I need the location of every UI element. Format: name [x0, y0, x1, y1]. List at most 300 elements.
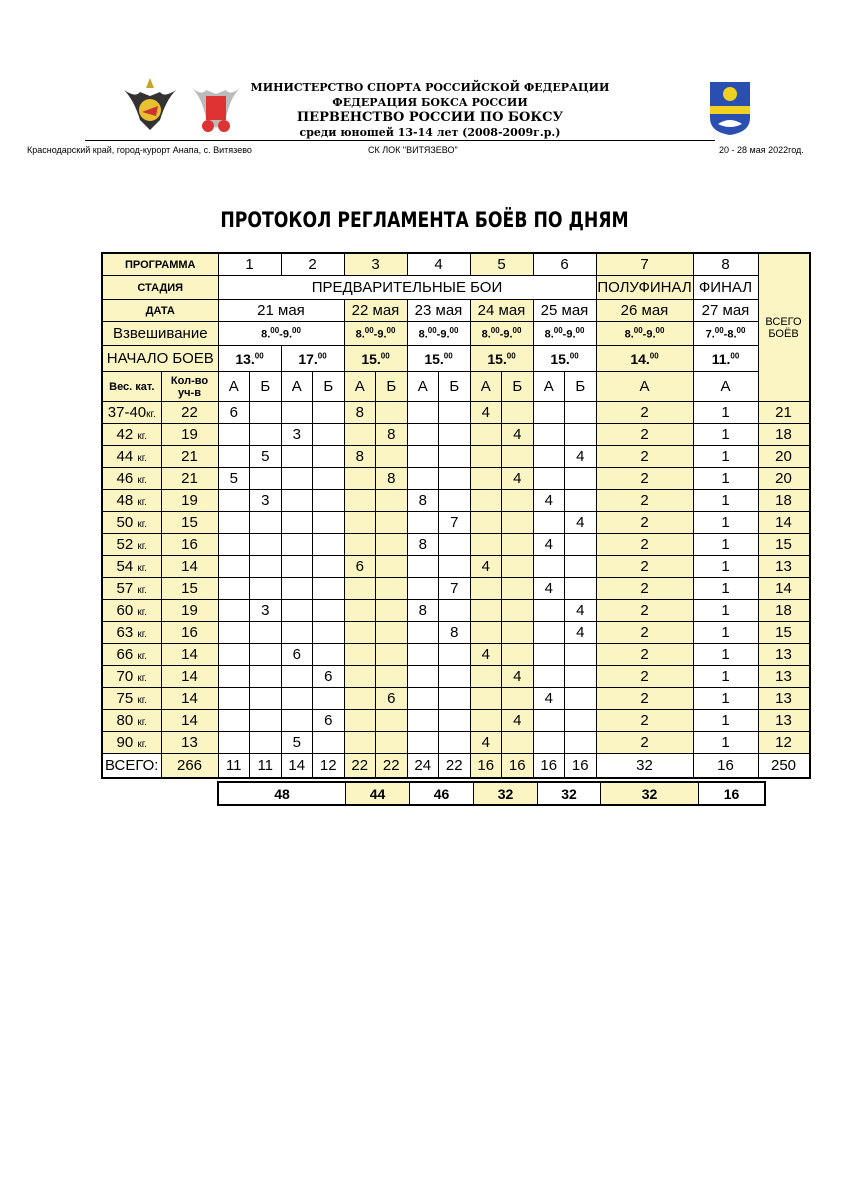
- bouts-cell: 8: [376, 468, 408, 490]
- bouts-cell: [281, 446, 313, 468]
- bouts-cell: [313, 512, 345, 534]
- column-total: 16: [470, 754, 502, 778]
- weigh-in-time: [344, 322, 407, 346]
- bouts-cell: [218, 688, 250, 710]
- semifinal-bouts: 2: [596, 578, 693, 600]
- bouts-cell: [344, 732, 376, 754]
- table-row: [102, 644, 810, 666]
- participant-count: 16: [161, 622, 218, 644]
- time-minutes: 00: [449, 326, 459, 336]
- final-bouts: 1: [693, 446, 758, 468]
- weight-unit: кг.: [137, 717, 147, 728]
- weight-value: 37-40: [107, 404, 147, 421]
- bouts-cell: [439, 688, 471, 710]
- table-row: [102, 300, 810, 322]
- bouts-cell: [502, 622, 534, 644]
- table-row: [102, 424, 810, 446]
- semifinal-bouts: 2: [596, 644, 693, 666]
- bouts-cell: [250, 512, 282, 534]
- row-total: 20: [758, 446, 810, 468]
- bouts-cell: [407, 710, 439, 732]
- row-total: 18: [758, 490, 810, 512]
- bouts-cell: [313, 468, 345, 490]
- row-total: 12: [758, 732, 810, 754]
- row-total: 18: [758, 424, 810, 446]
- bouts-cell: 4: [502, 710, 534, 732]
- table-row: [102, 688, 810, 710]
- time-part: -9.: [436, 328, 450, 341]
- bouts-cell: [218, 622, 250, 644]
- bouts-cell: 6: [376, 688, 408, 710]
- semifinal-bouts: 2: [596, 556, 693, 578]
- table-row: [102, 622, 810, 644]
- participant-count: 19: [161, 490, 218, 512]
- bouts-cell: [533, 424, 565, 446]
- bouts-cell: [376, 644, 408, 666]
- bouts-cell: 7: [439, 578, 471, 600]
- final-bouts: 1: [693, 622, 758, 644]
- bouts-cell: [470, 600, 502, 622]
- participant-count: 14: [161, 556, 218, 578]
- bouts-cell: [502, 402, 534, 424]
- bouts-cell: [565, 710, 597, 732]
- time-minutes: 00: [490, 326, 500, 336]
- bouts-cell: [439, 424, 471, 446]
- bouts-cell: [565, 424, 597, 446]
- bouts-cell: [218, 490, 250, 512]
- program-number: 7: [596, 253, 693, 276]
- row-total: 18: [758, 600, 810, 622]
- bouts-cell: [407, 688, 439, 710]
- weigh-in-label: Взвешивание: [102, 322, 218, 346]
- weight-unit: кг.: [137, 585, 147, 596]
- organizer-header: [230, 80, 630, 140]
- bouts-cell: 5: [250, 446, 282, 468]
- bouts-cell: [218, 644, 250, 666]
- semifinal-bouts: 2: [596, 710, 693, 732]
- bouts-cell: [376, 490, 408, 512]
- row-total: 15: [758, 622, 810, 644]
- participant-count: 21: [161, 468, 218, 490]
- participant-count: 15: [161, 512, 218, 534]
- time-part: 15.: [424, 350, 444, 367]
- bouts-cell: 4: [533, 534, 565, 556]
- bouts-cell: [250, 556, 282, 578]
- bouts-cell: 4: [502, 666, 534, 688]
- weigh-in-time: [596, 322, 693, 346]
- bouts-cell: [470, 490, 502, 512]
- row-total: 15: [758, 534, 810, 556]
- bouts-cell: [344, 424, 376, 446]
- bouts-cell: [281, 710, 313, 732]
- time-minutes: 00: [714, 326, 724, 336]
- bouts-cell: [281, 622, 313, 644]
- weight-category: [102, 600, 161, 622]
- bouts-cell: [533, 710, 565, 732]
- weight-value: 75: [116, 690, 138, 707]
- bouts-cell: [250, 666, 282, 688]
- table-row: [102, 446, 810, 468]
- weight-category: [102, 534, 161, 556]
- table-row: [102, 732, 810, 754]
- bouts-cell: [313, 534, 345, 556]
- bouts-cell: 6: [313, 666, 345, 688]
- time-minutes: 00: [633, 326, 643, 336]
- time-part: -9.: [279, 328, 293, 341]
- time-minutes: 00: [655, 326, 665, 336]
- bouts-cell: [470, 446, 502, 468]
- weight-category: [102, 490, 161, 512]
- bouts-cell: [250, 402, 282, 424]
- ring-cell: Б: [376, 372, 408, 402]
- weight-category: [102, 402, 161, 424]
- bouts-cell: [218, 424, 250, 446]
- weight-category: [102, 688, 161, 710]
- bouts-cell: [313, 402, 345, 424]
- time-minutes: 00: [553, 326, 563, 336]
- stage-final: ФИНАЛ: [693, 276, 758, 300]
- participant-count: 21: [161, 446, 218, 468]
- bouts-cell: 4: [533, 688, 565, 710]
- row-total: 13: [758, 666, 810, 688]
- bouts-cell: [344, 512, 376, 534]
- grand-total: 250: [758, 754, 810, 778]
- final-bouts: 1: [693, 512, 758, 534]
- bouts-cell: 4: [470, 402, 502, 424]
- bouts-cell: [376, 512, 408, 534]
- ministry-name: МИНИСТЕРСТВО СПОРТА РОССИЙСКОЙ ФЕДЕРАЦИИ: [250, 81, 610, 94]
- time-minutes: 00: [736, 326, 746, 336]
- bouts-cell: [281, 556, 313, 578]
- bouts-cell: [313, 556, 345, 578]
- final-bouts: 1: [693, 424, 758, 446]
- weight-category: [102, 446, 161, 468]
- bouts-cell: 8: [407, 490, 439, 512]
- bouts-cell: [281, 666, 313, 688]
- participant-count: 13: [161, 732, 218, 754]
- bouts-cell: [565, 732, 597, 754]
- weight-value: 52: [116, 536, 138, 553]
- bouts-cell: [344, 666, 376, 688]
- table-row: [102, 402, 810, 424]
- final-bouts: 1: [693, 600, 758, 622]
- column-total: 16: [533, 754, 565, 778]
- bouts-cell: [250, 424, 282, 446]
- time-part: 8.: [544, 328, 554, 341]
- time-minutes: 00: [292, 326, 301, 336]
- bouts-cell: [565, 556, 597, 578]
- bouts-cell: [439, 666, 471, 688]
- ring-cell: А: [470, 372, 502, 402]
- stage-semifinal: ПОЛУФИНАЛ: [596, 276, 693, 300]
- total-label: ВСЕГО:: [102, 754, 161, 778]
- bouts-cell: [376, 446, 408, 468]
- final-bouts: 1: [693, 490, 758, 512]
- bouts-cell: [218, 534, 250, 556]
- participant-count: 19: [161, 600, 218, 622]
- ring-cell: А: [281, 372, 313, 402]
- bouts-cell: [470, 512, 502, 534]
- column-total: 11: [218, 754, 250, 778]
- program-number: 8: [693, 253, 758, 276]
- bouts-cell: [407, 468, 439, 490]
- participants-header: Кол-во уч-в: [161, 372, 218, 402]
- weight-value: 48: [116, 492, 138, 509]
- final-bouts: 1: [693, 710, 758, 732]
- weight-unit: кг.: [137, 651, 147, 662]
- row-total: 20: [758, 468, 810, 490]
- federation-name: ФЕДЕРАЦИЯ БОКСА РОССИИ: [332, 96, 528, 109]
- bouts-cell: 6: [281, 644, 313, 666]
- time-part: 8.: [481, 328, 491, 341]
- bouts-cell: [250, 710, 282, 732]
- bouts-cell: [439, 644, 471, 666]
- bouts-cell: 5: [218, 468, 250, 490]
- ring-cell: А: [344, 372, 376, 402]
- start-time: [533, 346, 596, 372]
- semifinal-bouts: 2: [596, 446, 693, 468]
- weight-category-header: Вес. кат.: [102, 372, 161, 402]
- bouts-cell: [407, 622, 439, 644]
- time-minutes: 00: [512, 326, 522, 336]
- row-total: 13: [758, 644, 810, 666]
- participant-count: 14: [161, 666, 218, 688]
- bouts-cell: [502, 688, 534, 710]
- participant-count: 14: [161, 710, 218, 732]
- semifinal-bouts: 2: [596, 688, 693, 710]
- time-part: 15.: [361, 350, 381, 367]
- bouts-cell: 4: [565, 446, 597, 468]
- weight-category: [102, 424, 161, 446]
- program-total: 46: [410, 782, 474, 805]
- bouts-cell: [565, 534, 597, 556]
- semifinal-bouts: 2: [596, 600, 693, 622]
- time-part: 8.: [624, 328, 634, 341]
- weight-value: 66: [116, 646, 138, 663]
- total-bouts-header: [758, 253, 810, 402]
- weight-unit: кг.: [137, 453, 147, 464]
- table-row: [102, 710, 810, 732]
- bouts-cell: [439, 490, 471, 512]
- bouts-cell: [502, 490, 534, 512]
- weight-unit: кг.: [137, 739, 147, 750]
- weight-category: [102, 468, 161, 490]
- bouts-cell: [439, 600, 471, 622]
- bouts-cell: [218, 446, 250, 468]
- time-minutes: 00: [506, 350, 516, 360]
- bouts-cell: [502, 446, 534, 468]
- start-time: [281, 346, 344, 372]
- bouts-cell: 6: [344, 556, 376, 578]
- time-minutes: 00: [317, 350, 327, 360]
- participant-count: 14: [161, 644, 218, 666]
- table-row: [102, 600, 810, 622]
- row-total: 14: [758, 578, 810, 600]
- row-total: 13: [758, 710, 810, 732]
- bouts-cell: [470, 534, 502, 556]
- row-total: 13: [758, 556, 810, 578]
- table-row: [102, 512, 810, 534]
- bouts-cell: [470, 578, 502, 600]
- start-time: [596, 346, 693, 372]
- weigh-in-time: [218, 322, 344, 346]
- semifinal-bouts: 2: [596, 424, 693, 446]
- bouts-cell: [250, 644, 282, 666]
- bouts-cell: [250, 578, 282, 600]
- bouts-cell: [376, 600, 408, 622]
- bouts-cell: [407, 424, 439, 446]
- weight-category: [102, 732, 161, 754]
- weight-unit: кг.: [137, 431, 147, 442]
- bouts-cell: [439, 468, 471, 490]
- bouts-cell: [533, 446, 565, 468]
- bouts-cell: [533, 666, 565, 688]
- weight-value: 70: [116, 668, 138, 685]
- bouts-cell: [439, 710, 471, 732]
- column-total: 16: [565, 754, 597, 778]
- table-row: [102, 534, 810, 556]
- table-row: [102, 372, 810, 402]
- weight-category: [102, 666, 161, 688]
- bouts-cell: [470, 688, 502, 710]
- weight-value: 46: [116, 470, 138, 487]
- total-bouts-label: ВСЕГО БОЁВ: [765, 315, 802, 340]
- bouts-cell: 4: [533, 578, 565, 600]
- bouts-cell: [407, 732, 439, 754]
- bouts-cell: 8: [376, 424, 408, 446]
- row-total: 14: [758, 512, 810, 534]
- bouts-cell: [250, 732, 282, 754]
- weight-unit: кг.: [137, 673, 147, 684]
- program-label: ПРОГРАММА: [102, 253, 218, 276]
- participant-count: 15: [161, 578, 218, 600]
- date-cell: 24 мая: [470, 300, 533, 322]
- time-part: 15.: [487, 350, 507, 367]
- table-row: [102, 490, 810, 512]
- weight-value: 50: [116, 514, 138, 531]
- semifinal-bouts: 2: [596, 666, 693, 688]
- final-total: 16: [693, 754, 758, 778]
- bouts-cell: [344, 468, 376, 490]
- bouts-cell: [502, 644, 534, 666]
- bouts-cell: [439, 402, 471, 424]
- final-bouts: 1: [693, 732, 758, 754]
- column-total: 16: [502, 754, 534, 778]
- time-minutes: 00: [254, 350, 264, 360]
- bouts-cell: [376, 578, 408, 600]
- time-part: 8.: [418, 328, 428, 341]
- bouts-cell: 6: [313, 710, 345, 732]
- semifinal-bouts: 2: [596, 732, 693, 754]
- event-name: ПЕРВЕНСТВО РОССИИ ПО БОКСУ: [296, 110, 564, 125]
- page-title: ПРОТОКОЛ РЕГЛАМЕНТА БОЁВ ПО ДНЯМ: [220, 208, 629, 232]
- ring-cell: А: [407, 372, 439, 402]
- anapa-coat-of-arms-logo: [708, 80, 752, 136]
- bouts-cell: [313, 600, 345, 622]
- bouts-cell: [250, 534, 282, 556]
- bouts-cell: [218, 710, 250, 732]
- weight-unit: кг.: [146, 409, 156, 420]
- table-row: [102, 322, 810, 346]
- bouts-cell: [218, 732, 250, 754]
- column-total: 24: [407, 754, 439, 778]
- bouts-cell: [376, 732, 408, 754]
- bouts-cell: [344, 534, 376, 556]
- weigh-in-time: [693, 322, 758, 346]
- weight-value: 80: [116, 712, 138, 729]
- time-minutes: 00: [270, 326, 280, 336]
- bouts-cell: [313, 732, 345, 754]
- bouts-cell: [439, 556, 471, 578]
- bouts-cell: [376, 534, 408, 556]
- bouts-cell: [376, 402, 408, 424]
- bouts-cell: [344, 688, 376, 710]
- weight-category: [102, 622, 161, 644]
- weight-unit: кг.: [137, 607, 147, 618]
- time-part: -8.: [723, 328, 737, 341]
- bouts-cell: [407, 644, 439, 666]
- time-part: -9.: [642, 328, 656, 341]
- weight-value: 42: [116, 426, 138, 443]
- bouts-cell: [407, 556, 439, 578]
- start-time: [218, 346, 281, 372]
- bouts-cell: [344, 600, 376, 622]
- table-row: [102, 666, 810, 688]
- ring-cell: А: [693, 372, 758, 402]
- weight-unit: кг.: [137, 629, 147, 640]
- weight-unit: кг.: [137, 541, 147, 552]
- final-bouts: 1: [693, 644, 758, 666]
- date-label: ДАТА: [102, 300, 218, 322]
- bouts-cell: 4: [470, 732, 502, 754]
- bouts-cell: [565, 688, 597, 710]
- program-total: 32: [538, 782, 601, 805]
- bouts-cell: 5: [281, 732, 313, 754]
- bouts-cell: 3: [250, 600, 282, 622]
- bouts-cell: [439, 534, 471, 556]
- bouts-cell: [218, 600, 250, 622]
- total-participants: 266: [161, 754, 218, 778]
- ring-cell: Б: [313, 372, 345, 402]
- weight-unit: кг.: [137, 563, 147, 574]
- time-minutes: 00: [380, 350, 390, 360]
- bouts-cell: [407, 578, 439, 600]
- bouts-cell: [439, 446, 471, 468]
- time-part: 8.: [355, 328, 365, 341]
- final-bouts: 1: [693, 534, 758, 556]
- semifinal-bouts: 2: [596, 468, 693, 490]
- bouts-cell: [502, 534, 534, 556]
- final-bouts: 1: [693, 556, 758, 578]
- program-number: 5: [470, 253, 533, 276]
- bouts-cell: [313, 688, 345, 710]
- bouts-cell: [533, 556, 565, 578]
- bouts-cell: [565, 490, 597, 512]
- schedule-table: [101, 252, 811, 779]
- time-part: -9.: [562, 328, 576, 341]
- semifinal-bouts: 2: [596, 534, 693, 556]
- column-total: 22: [344, 754, 376, 778]
- bouts-cell: [439, 732, 471, 754]
- weight-value: 90: [116, 734, 138, 751]
- weight-category: [102, 710, 161, 732]
- final-bouts: 1: [693, 666, 758, 688]
- time-part: 13.: [235, 350, 255, 367]
- weight-unit: кг.: [137, 475, 147, 486]
- time-part: 17.: [298, 350, 318, 367]
- bouts-cell: [407, 446, 439, 468]
- bouts-cell: 7: [439, 512, 471, 534]
